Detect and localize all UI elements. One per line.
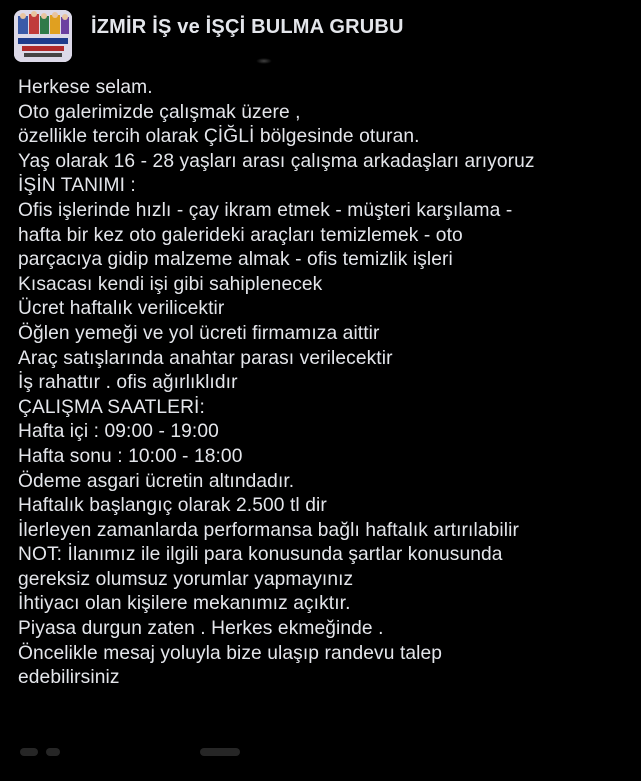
- post-line: hafta bir kez oto galerideki araçları temizlemek - oto: [18, 224, 463, 246]
- group-collage-avatar-icon[interactable]: [14, 10, 72, 62]
- post-line: gereksiz olumsuz yorumlar yapmayınız: [18, 568, 354, 590]
- post-line: Ödeme asgari ücretin altındadır.: [18, 470, 295, 492]
- post-line: İŞİN TANIMI :: [18, 175, 136, 197]
- post-line: Herkese selam.: [18, 77, 153, 98]
- post-line: Ofis işlerinde hızlı - çay ikram etmek - müşteri karşılama -: [18, 199, 513, 221]
- post-line: İş rahattır . ofis ağırlıklıdır: [18, 372, 238, 394]
- post-line: ÇALIŞMA SAATLERİ:: [18, 396, 205, 418]
- post-line: Hafta sonu : 10:00 - 18:00: [18, 445, 243, 467]
- post-line: özellikle tercih olarak ÇİĞLİ bölgesinde oturan.: [18, 126, 420, 148]
- post-line: parçacıya gidip malzeme almak - ofis temizlik işleri: [18, 249, 453, 271]
- post-line: Ücret haftalık verilicektir: [18, 298, 225, 320]
- post-line: Piyasa durgun zaten . Herkes ekmeğinde .: [18, 618, 384, 640]
- post-line: Oto galerimizde çalışmak üzere ,: [18, 101, 301, 123]
- post-line: edebilirsiniz: [18, 667, 120, 689]
- post-line: İhtiyacı olan kişilere mekanımız açıktır.: [18, 593, 351, 615]
- post-line: Öğlen yemeği ve yol ücreti firmamıza aittir: [18, 322, 380, 344]
- post-line: Yaş olarak 16 - 28 yaşları arası çalışma arkadaşları arıyoruz: [18, 150, 535, 172]
- post-line: Öncelikle mesaj yoluyla bize ulaşıp randevu talep: [18, 642, 443, 664]
- post-line: NOT: İlanımız ile ilgili para konusunda şartlar konusunda: [18, 544, 503, 566]
- post-body: [18, 76, 633, 691]
- post-line: Araç satışlarında anahtar parası verilecektir: [18, 347, 393, 369]
- blurred-footer: [20, 748, 280, 760]
- post-line: İlerleyen zamanlarda performansa bağlı haftalık artırılabilir: [18, 519, 519, 541]
- post-line: Haftalık başlangıç olarak 2.500 tl dir: [18, 495, 327, 517]
- post-header: [14, 10, 626, 62]
- post-line: Hafta içi : 09:00 - 19:00: [18, 421, 219, 443]
- post-line: Kısacası kendi işi gibi sahiplenecek: [18, 273, 323, 295]
- group-name[interactable]: İZMİR İŞ ve İŞÇİ BULMA GRUBU: [91, 16, 404, 38]
- blurred-meta: [256, 58, 272, 64]
